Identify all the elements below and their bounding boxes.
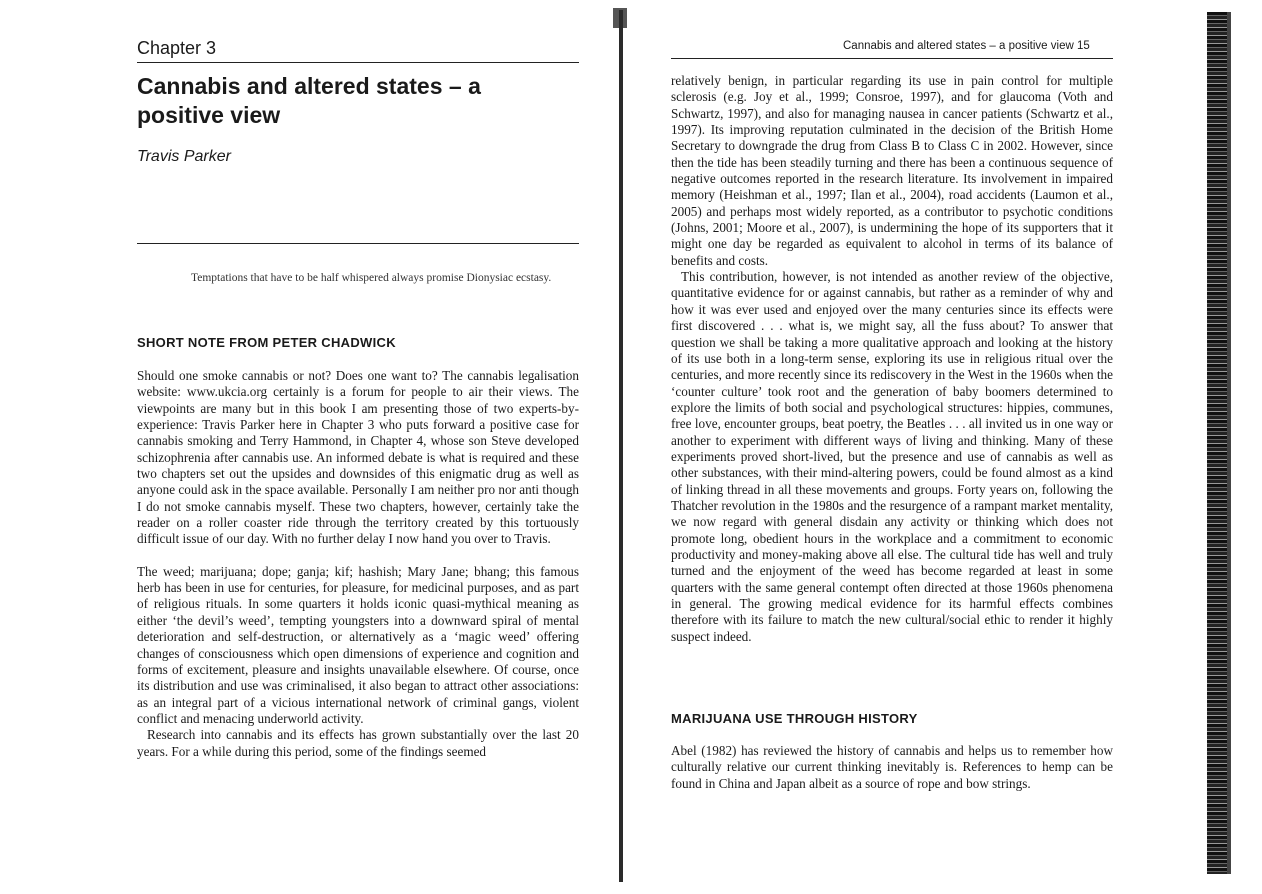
- section-heading: MARIJUANA USE THROUGH HISTORY: [671, 711, 918, 726]
- chapter-title: [137, 72, 577, 130]
- body-text: [137, 368, 579, 760]
- page-edge: [1207, 12, 1227, 874]
- running-head: Cannabis and altered states – a positive view 15: [843, 40, 1090, 52]
- running-head-rule: [671, 58, 1113, 59]
- chapter-label: Chapter 3: [137, 38, 217, 58]
- page-edge-shadow: [1227, 12, 1231, 874]
- title-line: Cannabis and altered states – a: [137, 73, 481, 99]
- paragraph: The weed; marijuana; dope; ganja; kif; hashish; Mary Jane; bhang; this famous herb has been in use for centuries, for pleasure, for medicinal purposes, and as part of religious rituals. In some quarters it holds iconic quasi-mythical meaning as either ‘the devil’s weed’, tempting youngsters into a downward spiral of mental deterioration and self-destruction, or alternatively as a ‘magic weed’ offering changes of consciousness which open dimensions of experience and cognition and forms of excitement, pleasure and insights unavailable elsewhere. Of course, once its distribution and use was criminalised, it also began to attract other associations: as an integral part of a vicious international network of criminal gangs, violent conflict and menacing underworld activity.: [137, 563, 579, 726]
- author-name: Travis Parker: [137, 148, 231, 165]
- book-gutter: [619, 10, 623, 882]
- right-page: [625, 0, 1262, 894]
- body-text: [671, 743, 1113, 792]
- section-heading: SHORT NOTE FROM PETER CHADWICK: [137, 335, 396, 350]
- epigraph: Temptations that have to be half whispered always promise Dionysiac ecstasy.: [191, 272, 552, 284]
- body-text: [671, 73, 1113, 645]
- paragraph: Research into cannabis and its effects has grown substantially over the last 20 years. For a while during this period, some of the findings seemed: [137, 727, 579, 759]
- paragraph: Abel (1982) has reviewed the history of cannabis and helps us to remember how culturally relative our current thinking inevitably is. References to hemp can be found in China and Japan albeit as a source of rope and bow strings.: [671, 743, 1113, 791]
- paragraph: Should one smoke cannabis or not? Does one want to? The cannabis legalisation website: www.ukcia.org certainly is a forum for people to air their views. The viewpoints are many but in this book I am presenting those of two experts-by-experience: Travis Parker here in Chapter 3 who puts forward a positive case for cannabis smoking and Terry Hammond, in Chapter 4, whose son Steve developed schizophrenia after cannabis use. An informed debate is what is required and these two chapters set out the upsides and downsides of this enigmatic drug as well as anyone could ask in the space available. Personally I am neither pro nor anti though I do not smoke cannabis myself. These two chapters, however, certainly take the reader on a roller coaster ride through the territory created by this tortuously difficult issue of our day. With no further delay I now hand you over to Travis.: [137, 368, 580, 547]
- title-block-rule: [137, 243, 579, 244]
- left-page: [0, 0, 620, 894]
- paragraph: This contribution, however, is not intended as another review of the objective, quantitative evidence for or against cannabis, but rather as a reminder of why and how it was ever used and enjoyed over the many centuries since its effects were first discovered . . . what is, we might say, all the fuss about? To answer that question we shall be taking a more qualitative approach and looking at the history of its use both in a long-term sense, exploring its use in religious ritual over the centuries, and more recently since its rediscovery in the West in the 1960s when the ‘counter culture’ took root and the generation of baby boomers determined to explore the limits of both social and psychological structures: hippies, communes, free love, encounter groups, beat poetry, the Beatles . . . all invited us in one way or another to experiment with different ways of living and thinking. Many of these experiments proved short-lived, but the presence and use of cannabis as well as other substances, with their mind-altering powers, could be found almost as a kind of linking thread in all these movements and groups. Forty years on, following the Thatcher revolution in the 1980s and the resurgence of a rampant market mentality, we now regard with general disdain any activity or thinking which does not promote long, obedient hours in the workplace and a commitment to economic productivity and money-making above all else. The cultural tide has well and truly turned and the enjoyment of the weed has become regarded at least in some quarters with the same general contempt often directed at those 1960s phenomena in general. The growing medical evidence for its harmful effects combines therefore with its failure to match the new cultural/social ethic to render it highly suspect indeed.: [671, 269, 1113, 644]
- paragraph: relatively benign, in particular regarding its use in pain control for multiple sclerosis (e.g. Joy et al., 1999; Consroe, 1997), and for glaucoma (Voth and Schwartz, 1997), and also for managing nausea in cancer patients (Schwartz et al., 1997). Its improving reputation culminated in the decision of the British Home Secretary to downgrade the drug from Class B to Class C in 2002. However, since then the tide has been steadily turning and there has been a continuous sequence of negative outcomes reported in the research literature. Its involvement in impaired memory (Heishman et al., 1997; Ilan et al., 2004), road accidents (Laumon et al., 2005) and perhaps most widely reported, as a contributor to psychotic conditions (Johns, 2001; Moore et al., 2007), is undermining the hope of its supporters that it might one day be regarded as equivalent to alcohol in terms of its balance of benefits and costs.: [671, 73, 1113, 268]
- chapter-rule: [137, 62, 579, 63]
- title-line: positive view: [137, 102, 281, 128]
